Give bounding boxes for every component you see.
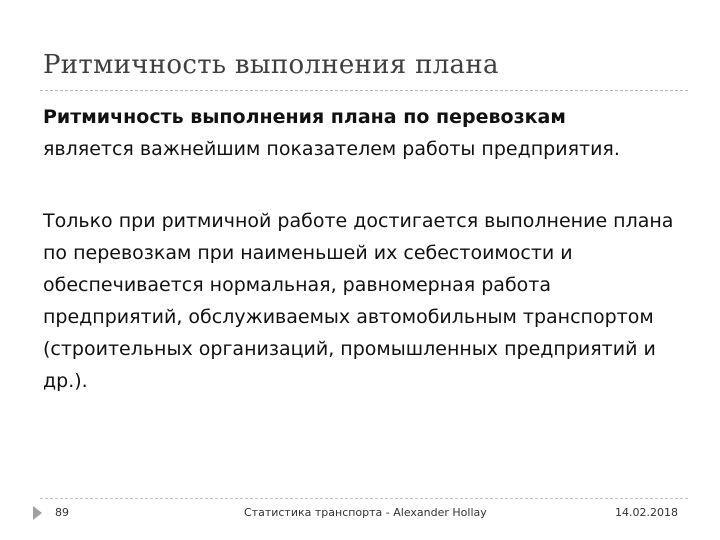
footer-divider [40,498,688,499]
paragraph-1-bold: Ритмичность выполнения плана по перевозкам [43,106,566,128]
paragraph-1-rest: является важнейшим показателем работы предприятия. [43,138,620,160]
title-divider [40,90,688,91]
footer-date: 14.02.2018 [615,506,678,519]
paragraph-1 [43,101,688,165]
triangle-arrow-icon [33,506,42,520]
page-number: 89 [55,506,69,519]
slide-title: Ритмичность выполнения плана [43,50,499,80]
paragraph-2: Только при ритмичной работе достигается выполнение плана по перевозкам при наименьшей их себестоимости и обеспечивается нормальная, равномерная работа предприятий, обслуживаемых автомобильным транспортом (строительных организаций, промышленных предприятий и др.). [43,210,674,392]
footer-caption: Статистика транспорта - Alexander Hollay [244,506,487,519]
